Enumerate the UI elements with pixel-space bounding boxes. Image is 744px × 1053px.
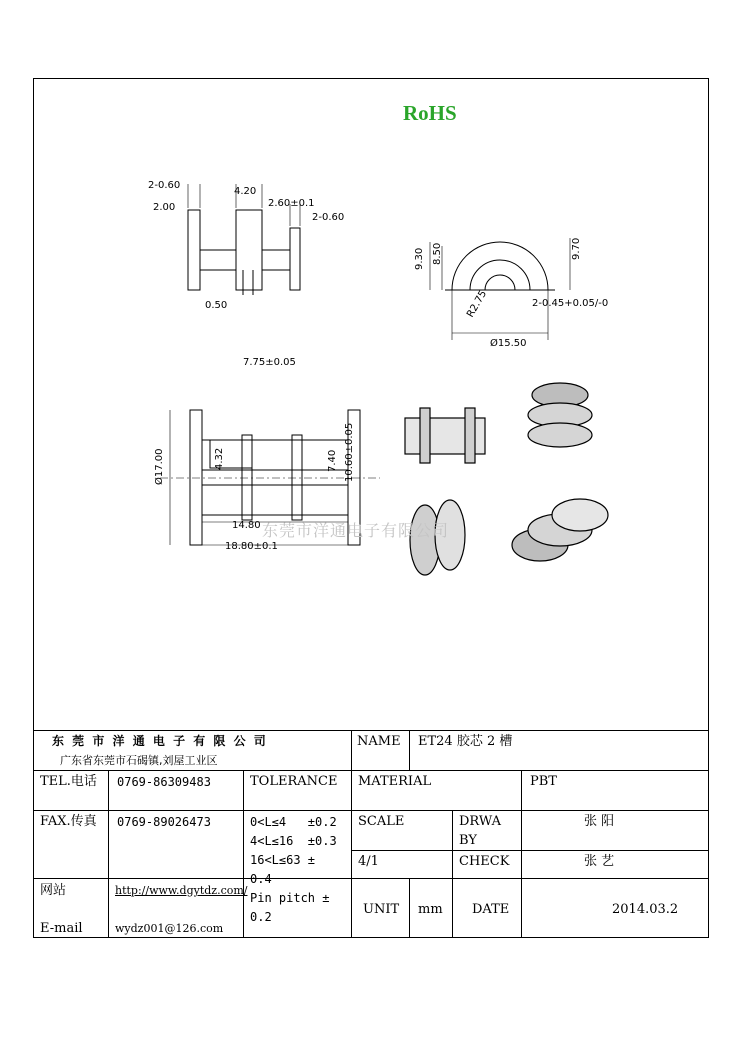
name-label: NAME bbox=[357, 734, 401, 749]
tb-line bbox=[351, 878, 709, 879]
email-value: wydz001@126.com bbox=[115, 922, 224, 935]
dim-d2: 2.00 bbox=[153, 202, 176, 213]
dim-d18: 14.80 bbox=[232, 520, 261, 531]
dim-d13: 7.75±0.05 bbox=[243, 357, 296, 368]
drawn-label-2: BY bbox=[459, 833, 477, 848]
scale-label: SCALE bbox=[358, 814, 405, 829]
technical-drawing bbox=[100, 150, 660, 710]
date-value: 2014.03.2 bbox=[612, 902, 679, 917]
tb-line bbox=[34, 878, 351, 879]
dim-d14: Ø17.00 bbox=[154, 448, 165, 485]
material-label: MATERIAL bbox=[358, 774, 432, 789]
tolerance-line-6: 0.2 bbox=[250, 910, 272, 924]
email-label: E-mail bbox=[40, 921, 83, 936]
unit-label: UNIT bbox=[363, 902, 400, 917]
tb-line bbox=[34, 810, 709, 811]
dim-d5: 2-0.60 bbox=[312, 212, 345, 223]
dim-d19: 18.80±0.1 bbox=[225, 541, 278, 552]
scale-value: 4/1 bbox=[358, 854, 379, 869]
tb-line bbox=[521, 770, 522, 938]
fax-value: 0769-89026473 bbox=[117, 815, 211, 829]
dim-d7: 9.30 bbox=[414, 247, 425, 270]
drawn-label-1: DRWA bbox=[459, 814, 502, 829]
render-views bbox=[405, 383, 608, 575]
render-1 bbox=[405, 408, 485, 463]
company-address: 广东省东莞市石碣镇,刘屋工业区 bbox=[60, 754, 218, 767]
drawn-by-value: 张 阳 bbox=[584, 814, 615, 829]
tel-value: 0769-86309483 bbox=[117, 775, 211, 789]
dim-d10: R2.75 bbox=[465, 288, 490, 320]
tb-line bbox=[452, 810, 453, 878]
tolerance-label: TOLERANCE bbox=[250, 774, 338, 789]
dim-d4: 2.60±0.1 bbox=[268, 198, 315, 209]
tolerance-line-2: 4<L≤16 ±0.3 bbox=[250, 834, 337, 848]
website-link[interactable]: http://www.dgytdz.com/ bbox=[115, 884, 248, 897]
rohs-label: RoHS bbox=[403, 101, 457, 125]
tb-line bbox=[409, 878, 410, 938]
dim-d8: 8.50 bbox=[432, 242, 443, 265]
top-view bbox=[430, 238, 570, 340]
dim-d12: Ø15.50 bbox=[490, 338, 527, 349]
name-value: ET24 胶芯 2 槽 bbox=[418, 734, 513, 749]
check-label: CHECK bbox=[459, 854, 510, 869]
render-2 bbox=[528, 383, 592, 447]
tolerance-line-4: 0.4 bbox=[250, 872, 272, 886]
date-label: DATE bbox=[472, 902, 510, 917]
fax-label: FAX.传真 bbox=[40, 814, 97, 829]
company-name: 东 莞 市 洋 通 电 子 有 限 公 司 bbox=[52, 734, 268, 748]
material-value: PBT bbox=[530, 774, 557, 789]
check-value: 张 艺 bbox=[584, 854, 615, 869]
tb-line bbox=[351, 730, 352, 938]
unit-value: mm bbox=[418, 902, 443, 917]
tb-line bbox=[351, 850, 709, 851]
tolerance-line-3: 16<L≤63 ± bbox=[250, 853, 316, 867]
dim-d16: 7.40 bbox=[327, 449, 338, 472]
tb-line bbox=[108, 770, 109, 938]
dim-d1: 2-0.60 bbox=[148, 180, 181, 191]
watermark: 东莞市洋通电子有限公司 bbox=[262, 521, 450, 540]
tolerance-line-1: 0<L≤4 ±0.2 bbox=[250, 815, 337, 829]
dim-d6: 0.50 bbox=[205, 300, 228, 311]
dim-d3: 4.20 bbox=[234, 186, 257, 197]
render-4 bbox=[512, 499, 608, 561]
dim-d15: 4.32 bbox=[214, 447, 225, 470]
web-label: 网站 bbox=[40, 883, 67, 898]
dim-d11: 2-0.45+0.05/-0 bbox=[532, 298, 609, 309]
dim-d9: 9.70 bbox=[571, 237, 582, 260]
tb-line bbox=[34, 770, 709, 771]
tb-line bbox=[34, 730, 709, 731]
dim-d17: 10.60±0.05 bbox=[344, 422, 355, 482]
tel-label: TEL.电话 bbox=[40, 774, 97, 789]
tolerance-line-5: Pin pitch ± bbox=[250, 891, 330, 905]
tb-line bbox=[243, 770, 244, 938]
tb-line bbox=[452, 878, 453, 938]
tb-line bbox=[409, 730, 410, 770]
